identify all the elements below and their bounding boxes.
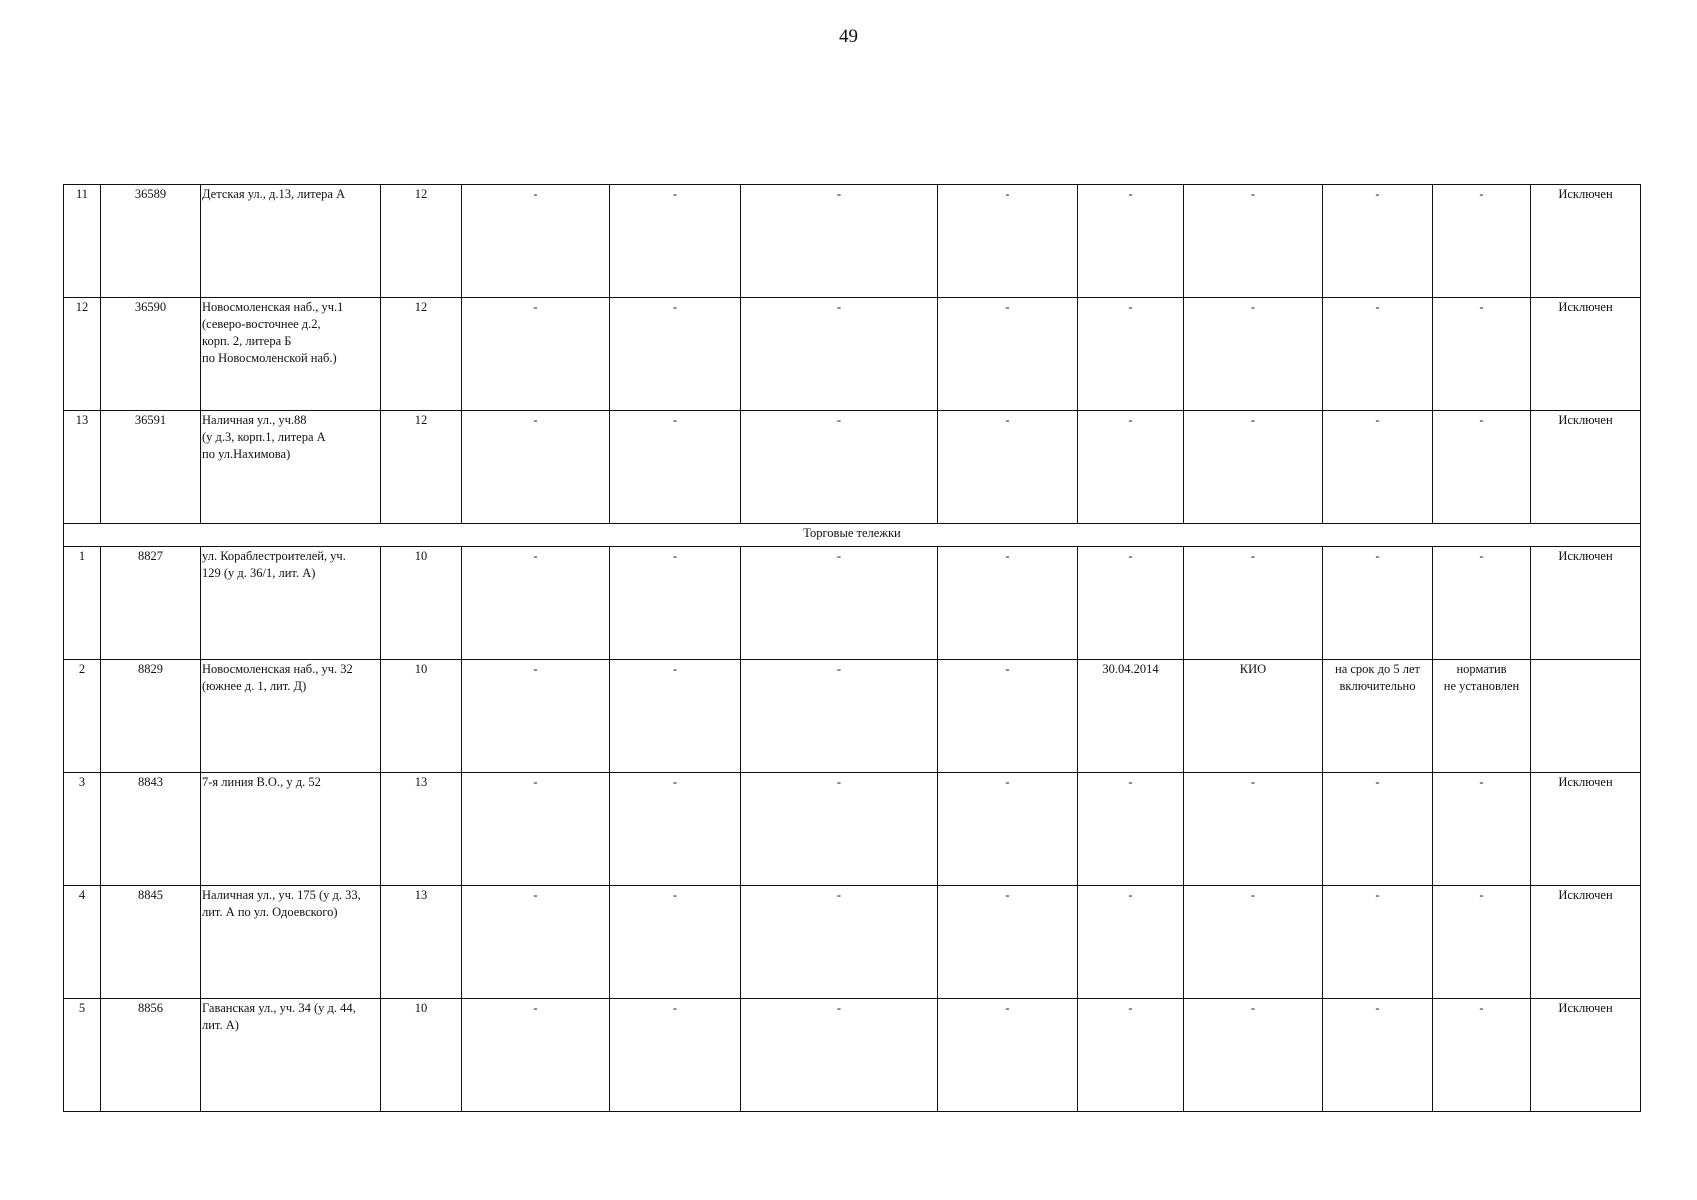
address-cell [201, 411, 381, 524]
organization-cell: - [1184, 411, 1323, 524]
address-cell [201, 886, 381, 999]
address-cell [201, 660, 381, 773]
col7-cell: - [741, 773, 938, 886]
organization-cell: - [1184, 185, 1323, 298]
quantity-cell: 12 [381, 298, 462, 411]
cell-line: 129 (у д. 36/1, лит. А) [202, 566, 316, 580]
term-cell: - [1323, 999, 1433, 1112]
quantity-cell: 12 [381, 411, 462, 524]
col8-cell: - [938, 298, 1078, 411]
object-code-cell: 8827 [101, 547, 201, 660]
term-cell: - [1323, 411, 1433, 524]
row-number-cell: 13 [64, 411, 101, 524]
col7-cell: - [741, 547, 938, 660]
term-cell: - [1323, 773, 1433, 886]
object-code-cell: 36590 [101, 298, 201, 411]
organization-cell: - [1184, 547, 1323, 660]
quantity-cell: 10 [381, 999, 462, 1112]
table-row [64, 411, 1641, 524]
table-body [64, 185, 1641, 1112]
address-cell [201, 773, 381, 886]
cell-line: включительно [1339, 679, 1416, 693]
cell-line: (южнее д. 1, лит. Д) [202, 679, 307, 693]
col5-cell: - [462, 547, 610, 660]
norm-cell: - [1433, 298, 1531, 411]
status-cell: Исключен [1531, 185, 1641, 298]
term-cell: - [1323, 298, 1433, 411]
term-cell: - [1323, 886, 1433, 999]
col6-cell: - [610, 999, 741, 1112]
cell-line: лит. А) [202, 1018, 239, 1032]
object-code-cell: 8845 [101, 886, 201, 999]
table-row [64, 773, 1641, 886]
col6-cell: - [610, 547, 741, 660]
quantity-cell: 12 [381, 185, 462, 298]
status-cell: Исключен [1531, 547, 1641, 660]
norm-cell: - [1433, 773, 1531, 886]
col6-cell: - [610, 185, 741, 298]
table-row [64, 886, 1641, 999]
table-row [64, 185, 1641, 298]
term-cell: - [1323, 547, 1433, 660]
col8-cell: - [938, 660, 1078, 773]
row-number-cell: 12 [64, 298, 101, 411]
norm-cell: - [1433, 547, 1531, 660]
date-cell: - [1078, 411, 1184, 524]
row-number-cell: 3 [64, 773, 101, 886]
col6-cell: - [610, 660, 741, 773]
object-code-cell: 36591 [101, 411, 201, 524]
col6-cell: - [610, 886, 741, 999]
norm-cell [1433, 660, 1531, 773]
col7-cell: - [741, 660, 938, 773]
norm-cell: - [1433, 185, 1531, 298]
organization-cell: - [1184, 999, 1323, 1112]
table-row [64, 547, 1641, 660]
table-row [64, 999, 1641, 1112]
cell-line: Новосмоленская наб., уч. 32 [202, 662, 353, 676]
organization-cell: - [1184, 886, 1323, 999]
norm-cell: - [1433, 886, 1531, 999]
quantity-cell: 13 [381, 886, 462, 999]
row-number-cell: 2 [64, 660, 101, 773]
quantity-cell: 13 [381, 773, 462, 886]
cell-line: Новосмоленская наб., уч.1 [202, 300, 344, 314]
col5-cell: - [462, 185, 610, 298]
row-number-cell: 4 [64, 886, 101, 999]
col8-cell: - [938, 547, 1078, 660]
quantity-cell: 10 [381, 547, 462, 660]
row-number-cell: 5 [64, 999, 101, 1112]
norm-cell: - [1433, 411, 1531, 524]
cell-line: на срок до 5 лет [1335, 662, 1420, 676]
col6-cell: - [610, 773, 741, 886]
status-cell: Исключен [1531, 298, 1641, 411]
col5-cell: - [462, 660, 610, 773]
col8-cell: - [938, 411, 1078, 524]
col8-cell: - [938, 999, 1078, 1112]
object-code-cell: 8843 [101, 773, 201, 886]
status-cell: Исключен [1531, 773, 1641, 886]
norm-cell: - [1433, 999, 1531, 1112]
term-cell [1323, 660, 1433, 773]
status-cell [1531, 660, 1641, 773]
status-cell: Исключен [1531, 999, 1641, 1112]
object-code-cell: 36589 [101, 185, 201, 298]
cell-line: ул. Кораблестроителей, уч. [202, 549, 346, 563]
col7-cell: - [741, 298, 938, 411]
status-cell: Исключен [1531, 411, 1641, 524]
col8-cell: - [938, 185, 1078, 298]
cell-line: Наличная ул., уч.88 [202, 413, 307, 427]
cell-line: (у д.3, корп.1, литера А [202, 430, 326, 444]
cell-line: 7-я линия В.О., у д. 52 [202, 775, 321, 789]
cell-line: (северо-восточнее д.2, [202, 317, 321, 331]
address-cell [201, 298, 381, 411]
address-cell [201, 185, 381, 298]
cell-line: по ул.Нахимова) [202, 447, 291, 461]
status-cell: Исключен [1531, 886, 1641, 999]
cell-line: корп. 2, литера Б [202, 334, 292, 348]
section-row [64, 524, 1641, 547]
registry-table [63, 184, 1641, 1112]
address-cell [201, 999, 381, 1112]
organization-cell: КИО [1184, 660, 1323, 773]
col7-cell: - [741, 999, 938, 1112]
col6-cell: - [610, 298, 741, 411]
term-cell: - [1323, 185, 1433, 298]
col5-cell: - [462, 411, 610, 524]
col5-cell: - [462, 773, 610, 886]
cell-line: лит. А по ул. Одоевского) [202, 905, 338, 919]
cell-line: по Новосмоленской наб.) [202, 351, 337, 365]
table-row [64, 660, 1641, 773]
organization-cell: - [1184, 773, 1323, 886]
row-number-cell: 11 [64, 185, 101, 298]
col7-cell: - [741, 411, 938, 524]
date-cell: - [1078, 886, 1184, 999]
date-cell: - [1078, 185, 1184, 298]
row-number-cell: 1 [64, 547, 101, 660]
col5-cell: - [462, 999, 610, 1112]
col8-cell: - [938, 886, 1078, 999]
page-number: 49 [839, 26, 858, 47]
date-cell: - [1078, 547, 1184, 660]
col6-cell: - [610, 411, 741, 524]
date-cell: - [1078, 999, 1184, 1112]
cell-line: Наличная ул., уч. 175 (у д. 33, [202, 888, 361, 902]
quantity-cell: 10 [381, 660, 462, 773]
organization-cell: - [1184, 298, 1323, 411]
cell-line: Детская ул., д.13, литера А [202, 187, 346, 201]
col7-cell: - [741, 886, 938, 999]
col5-cell: - [462, 298, 610, 411]
table-row [64, 298, 1641, 411]
object-code-cell: 8829 [101, 660, 201, 773]
cell-line: Гаванская ул., уч. 34 (у д. 44, [202, 1001, 356, 1015]
address-cell [201, 547, 381, 660]
col5-cell: - [462, 886, 610, 999]
cell-line: норматив [1456, 662, 1507, 676]
date-cell: 30.04.2014 [1078, 660, 1184, 773]
object-code-cell: 8856 [101, 999, 201, 1112]
date-cell: - [1078, 773, 1184, 886]
section-title: Торговые тележки [64, 524, 1641, 547]
col8-cell: - [938, 773, 1078, 886]
cell-line: не установлен [1443, 679, 1520, 693]
date-cell: - [1078, 298, 1184, 411]
col7-cell: - [741, 185, 938, 298]
